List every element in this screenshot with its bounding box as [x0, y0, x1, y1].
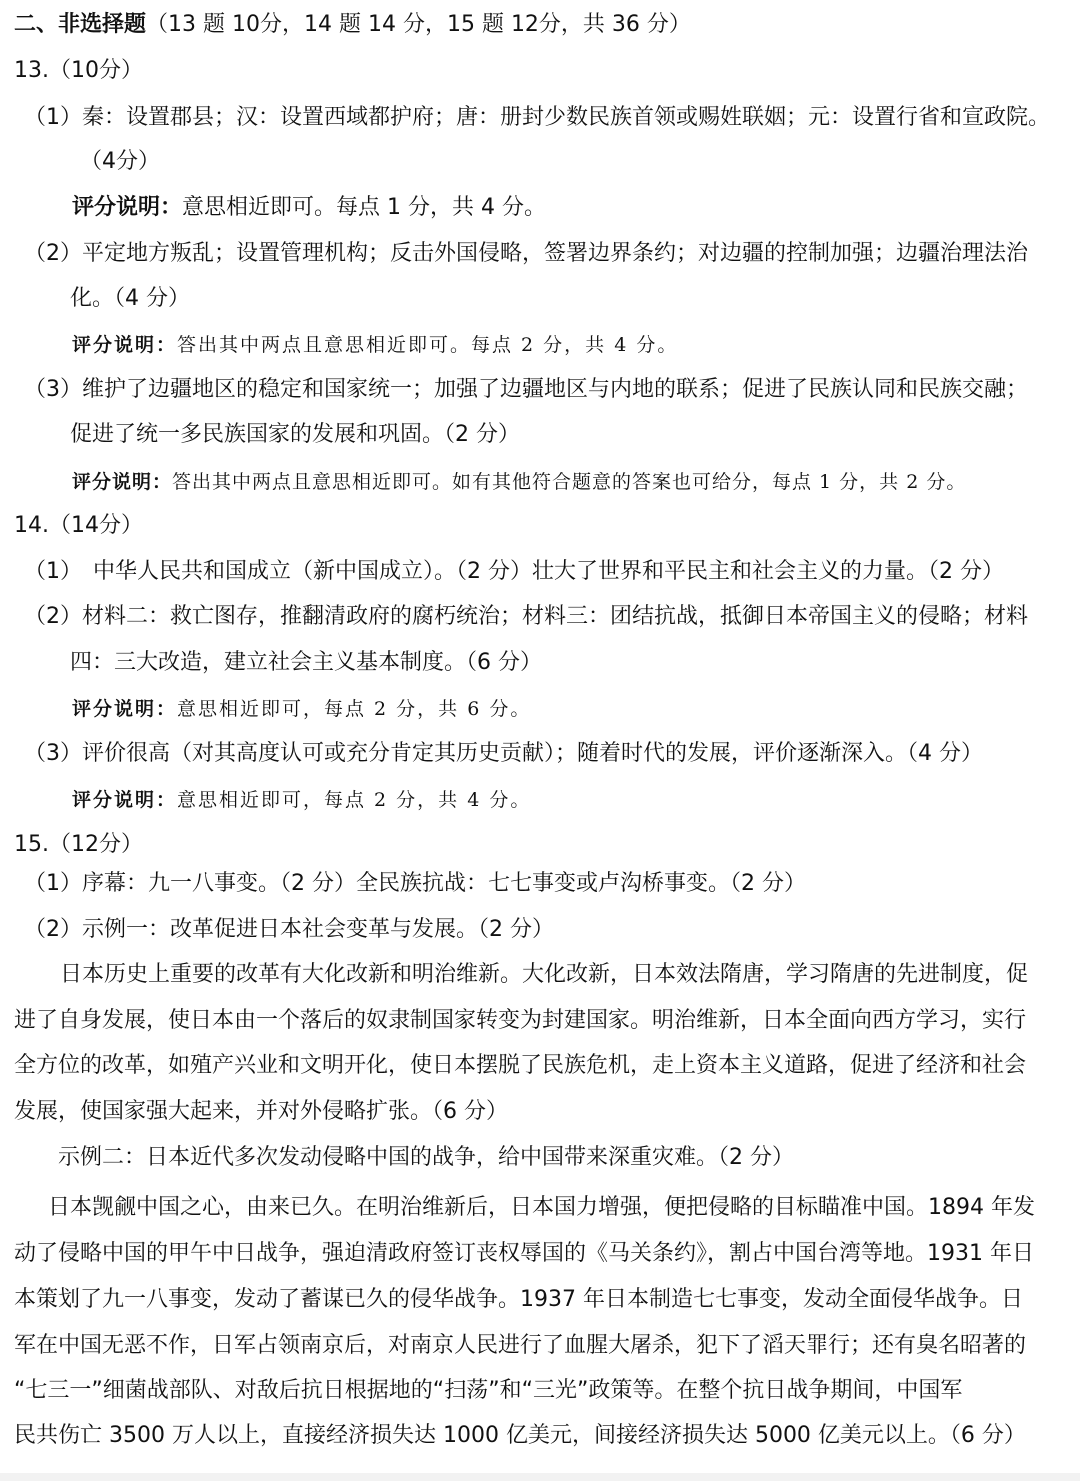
q15-para2-line3: 本策划了九一八事变，发动了蓄谋已久的侵华战争。1937 年日本制造七七事变，发动全面侵华战争。日 [14, 1287, 1023, 1312]
q15-para2-line1: 日本觊觎中国之心，由来已久。在明治维新后，日本国力增强，便把侵略的目标瞄准中国。1894 年发 [48, 1195, 1035, 1220]
q13-part1-note [72, 193, 546, 223]
q13-part2-line2: 化。（4 分） [70, 286, 190, 311]
q15-para2-line2: 动了侵略中国的甲午中日战争，强迫清政府签订丧权辱国的《马关条约》，割占中国台湾等地。1931 年日 [14, 1241, 1034, 1266]
note-label: 评分说明： [72, 195, 183, 220]
note-text: 意思相近即可。每点 1 分，共 4 分。 [182, 195, 546, 220]
section-title: 二、非选择题 [14, 12, 147, 37]
note-text: 答出其中两点且意思相近即可。如有其他符合题意的答案也可给分，每点 1 分，共 2 分。 [172, 471, 967, 493]
q13-heading: 13.（10分） [14, 58, 143, 83]
note-text: 答出其中两点且意思相近即可。每点 2 分，共 4 分。 [177, 334, 679, 356]
q15-example2: 示例二：日本近代多次发动侵略中国的战争，给中国带来深重灾难。（2 分） [58, 1145, 794, 1170]
q15-para2-line5: “七三一”细菌战部队、对敌后抗日根据地的“扫荡”和“三光”政策等。在整个抗日战争期间，中国军 [14, 1378, 963, 1403]
q14-part1-line1: （1） 中华人民共和国成立（新中国成立）。（2 分）壮大了世界和平民主和社会主义的力量。（2 分） [24, 559, 1004, 584]
q14-part2-line1: （2）材料二：救亡图存，推翻清政府的腐朽统治；材料三：团结抗战，抵御日本帝国主义的侵略；材料 [24, 604, 1029, 629]
note-label: 评分说明： [72, 334, 178, 356]
section-header [14, 10, 691, 40]
q13-part2-note [72, 330, 678, 360]
q14-part3-line1: （3）评价很高（对其高度认可或充分肯定其历史贡献）；随着时代的发展，评价逐渐深入。（4 分） [24, 741, 983, 766]
q15-para1-line4: 发展，使国家强大起来，并对外侵略扩张。（6 分） [14, 1099, 508, 1124]
q14-part2-note [72, 694, 531, 724]
note-label: 评分说明： [72, 471, 173, 493]
note-text: 意思相近即可，每点 2 分，共 4 分。 [177, 789, 532, 811]
q14-part3-note [72, 785, 531, 815]
section-score-detail: （13 题 10分，14 题 14 分，15 题 12分，共 36 分） [146, 12, 691, 37]
q15-part2-line1: （2）示例一：改革促进日本社会变革与发展。（2 分） [24, 917, 554, 942]
q13-part3-line1: （3）维护了边疆地区的稳定和国家统一；加强了边疆地区与内地的联系；促进了民族认同和民族交融； [24, 377, 1029, 402]
q15-para1-line3: 全方位的改革，如殖产兴业和文明开化，使日本摆脱了民族危机，走上资本主义道路，促进了经济和社会 [14, 1053, 1027, 1078]
q15-para1-line1: 日本历史上重要的改革有大化改新和明治维新。大化改新，日本效法隋唐，学习隋唐的先进制度，促 [60, 962, 1029, 987]
page-bottom-edge [0, 1473, 1080, 1481]
q15-part1-line1: （1）序幕：九一八事变。（2 分）全民族抗战：七七事变或卢沟桥事变。（2 分） [24, 871, 806, 896]
q13-part2-line1: （2）平定地方叛乱；设置管理机构；反击外国侵略，签署边界条约；对边疆的控制加强；边疆治理法治 [24, 241, 1029, 266]
q13-part1-line1: （1）秦：设置郡县；汉：设置西域都护府；唐：册封少数民族首领或赐姓联姻；元：设置行省和宣政院。 [24, 105, 1051, 130]
q15-para2-line6: 民共伤亡 3500 万人以上，直接经济损失达 1000 亿美元，间接经济损失达 5000 亿美元以上。（6 分） [14, 1423, 1026, 1448]
note-label: 评分说明： [72, 789, 178, 811]
q15-heading: 15.（12分） [14, 832, 143, 857]
q13-part1-line2: （4分） [80, 149, 160, 174]
q15-para2-line4: 军在中国无恶不作，日军占领南京后，对南京人民进行了血腥大屠杀，犯下了滔天罪行；还有臭名昭著的 [14, 1333, 1027, 1358]
note-label: 评分说明： [72, 698, 178, 720]
q13-part3-line2: 促进了统一多民族国家的发展和巩固。（2 分） [70, 422, 520, 447]
note-text: 意思相近即可，每点 2 分，共 6 分。 [177, 698, 532, 720]
q15-para1-line2: 进了自身发展，使日本由一个落后的奴隶制国家转变为封建国家。明治维新，日本全面向西方学习，实行 [14, 1008, 1027, 1033]
q14-heading: 14.（14分） [14, 513, 143, 538]
q13-part3-note [72, 467, 966, 497]
q14-part2-line2: 四：三大改造，建立社会主义基本制度。（6 分） [70, 650, 542, 675]
